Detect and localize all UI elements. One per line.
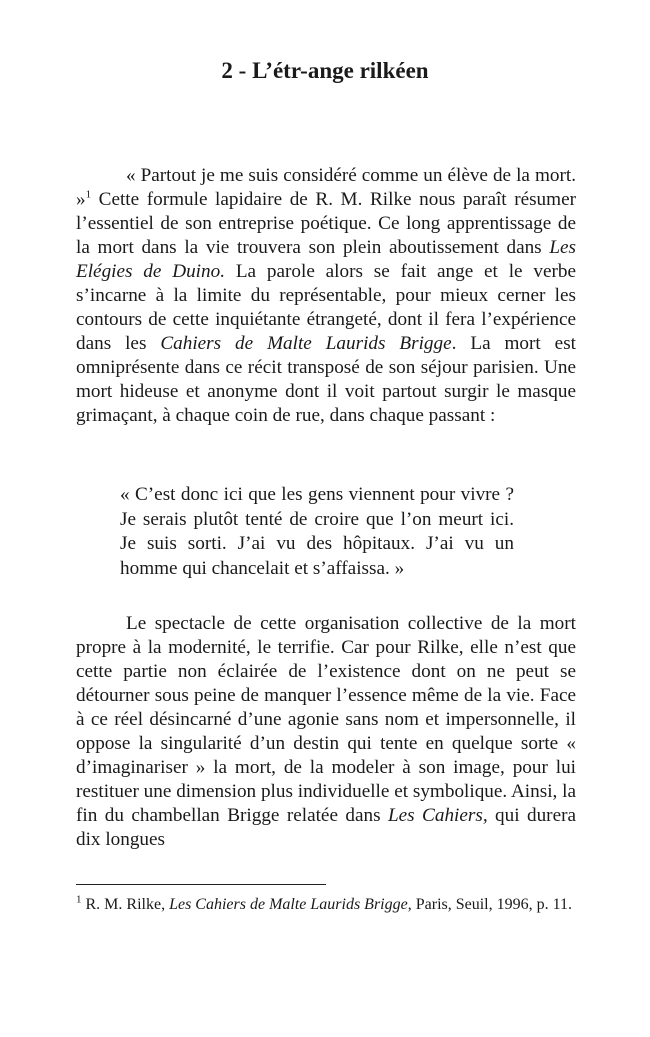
footnote-details: , Paris, Seuil, 1996, p. 11. [407, 896, 573, 913]
paragraph-1-text-end: . La mort est omniprésente dans ce récit transposé de son séjour parisien. Une mort hideuse et anonyme dont il voit partout surgir le masque grimaçant, à chaque coin de rue, dans chaque passant : [76, 333, 576, 426]
footnote-number: 1 [76, 893, 82, 906]
paragraph-1-text: Cette formule lapidaire de R. M. Rilke nous paraît résumer l’essentiel de son entreprise poétique. Ce long apprentissage de la mort dans la vie trouvera son plein aboutissement dans [76, 189, 576, 258]
footnote-separator [76, 884, 326, 885]
paragraph-1 [76, 164, 576, 428]
paragraph-2 [76, 612, 576, 852]
work-title-cahiers: Cahiers de Malte Laurids Brigge [160, 333, 452, 354]
paragraph-2-text: Le spectacle de cette organisation collective de la mort propre à la modernité, le terrifie. Car pour Rilke, elle n’est que cette partie non éclairée de l’existence dont on ne peut se détourner sous peine de manquer l’essence même de la vie. Face à ce réel désincarné d’une agonie sans nom et impersonnelle, il oppose la singularité d’un destin qui tente en quelque sorte « d’imaginariser » la mort, de la modeler à son image, pour lui restituer une dimension plus individuelle et symbolique. Ainsi, la fin du chambellan Brigge relatée dans [76, 613, 576, 826]
work-title-elegies: Les Elégies de Duino. [76, 237, 576, 282]
block-quote: « C’est donc ici que les gens viennent pour vivre ? Je serais plutôt tenté de croire que l’on meurt ici. Je suis sorti. J’ai vu des hôpitaux. J’ai vu un homme qui chancelait et s’affaissa. » [120, 484, 514, 579]
footnote [76, 893, 576, 917]
chapter-title: 2 - L’étr-ange rilkéen [221, 58, 429, 83]
work-title-les-cahiers: Les Cahiers, [387, 805, 488, 826]
paragraph-2-text-end: qui durera dix longues [76, 805, 576, 850]
footnote-reference: 1 [85, 188, 92, 201]
footnote-author: R. M. Rilke, [81, 896, 170, 913]
paragraph-1-opening-quote: « Partout je me suis considéré comme un élève de la mort. » [76, 165, 576, 210]
footnote-work: Les Cahiers de Malte Laurids Brigge [169, 896, 408, 913]
paragraph-1-text-cont: La parole alors se fait ange et le verbe s’incarne à la limite du représentable, pour mieux cerner les contours de cette inquiétante étrangeté, dont il fera l’expérience dans les [76, 261, 576, 354]
